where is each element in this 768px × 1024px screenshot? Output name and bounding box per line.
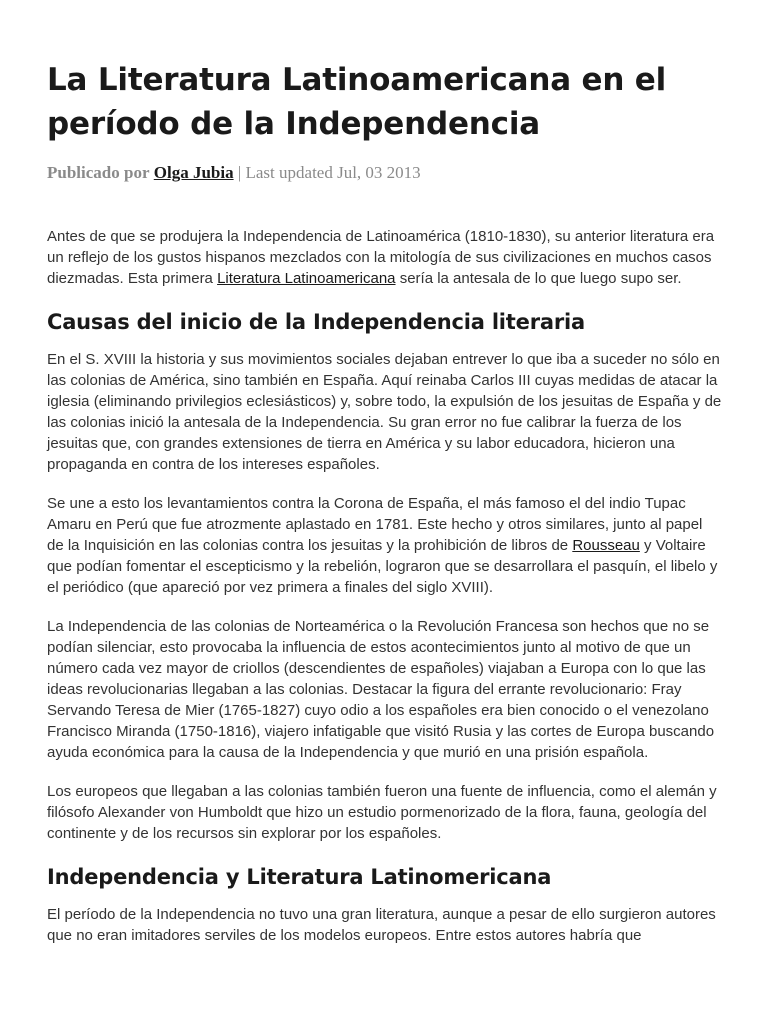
- last-updated: Last updated Jul, 03 2013: [245, 163, 421, 182]
- paragraph-text-start: Se une a esto los levantamientos contra la Corona de España, el más famoso el del indio Tupac Amaru en Perú que fue atrozmente aplastado en 1781. Este hecho y otros similares, junto al papel de la Inquisición en las colonias contra los jesuitas y la prohibición de libros de: [47, 495, 703, 554]
- byline: [47, 162, 722, 184]
- rousseau-link[interactable]: Rousseau: [572, 537, 640, 554]
- paragraph: La Independencia de las colonias de Norteamérica o la Revolución Francesa son hechos que no se podían silenciar, esto provocaba la influencia de estos acontecimientos junto al motivo de que un número cada vez mayor de criollos (descendientes de españoles) viajaban a Europa con lo que las ideas revolucionarias llegaban a las colonias. Destacar la figura del errante revolucionario: Fray Servando Teresa de Mier (1765-1827) cuyo odio a los españoles era bien conocido o el venezolano Francisco Miranda (1750-1816), viajero infatigable que visitó Rusia y las cortes de Europa buscando ayuda económica para la causa de la Independencia y que murió en una prisión española.: [47, 618, 715, 761]
- intro-paragraph: [47, 226, 722, 289]
- section-heading-causas: Causas del inicio de la Independencia literaria: [47, 310, 585, 334]
- author-link[interactable]: Olga Jubia: [153, 163, 234, 182]
- byline-prefix: Publicado por: [47, 163, 150, 182]
- section-heading-independencia: Independencia y Literatura Latinomericana: [47, 865, 552, 889]
- paragraph: [47, 493, 722, 598]
- byline-separator: |: [237, 163, 242, 182]
- paragraph: Los europeos que llegaban a las colonias también fueron una fuente de influencia, como el alemán y filósofo Alexander von Humboldt que hizo un estudio pormenorizado de la flora, fauna, geología del continente y de los recursos sin explorar por los españoles.: [47, 783, 717, 842]
- literatura-latinoamericana-link[interactable]: Literatura Latinoamericana: [217, 270, 396, 287]
- intro-text-start: Antes de que se produjera la Independencia de Latinoamérica (1810-1830), su anterior literatura era un reflejo de los gustos hispanos mezclados con la mitología de sus civilizaciones en muchos casos diezmadas. Esta primera: [47, 228, 715, 287]
- paragraph: El período de la Independencia no tuvo una gran literatura, aunque a pesar de ello surgieron autores que no eran imitadores serviles de los modelos europeos. Entre estos autores habría que: [47, 906, 716, 944]
- intro-text-end: sería la antesala de lo que luego supo ser.: [395, 270, 682, 287]
- paragraph-text-end: y Voltaire que podían fomentar el escepticismo y la rebelión, lograron que se desarrollara el pasquín, el libelo y el periódico (que apareció por vez primera a finales del siglo XVIII).: [47, 537, 718, 596]
- paragraph: En el S. XVIII la historia y sus movimientos sociales dejaban entrever lo que iba a suceder no sólo en las colonias de América, sino también en España. Aquí reinaba Carlos III cuyas medidas de atacar la iglesia (eliminando privilegios eclesiásticos) y, sobre todo, la expulsión de los jesuitas de España y de las colonias inició la antesala de la Independencia. Su gran error no fue calibrar la fuerza de los jesuitas que, con grandes extensiones de tierra en América y su labor educadora, hicieron una propaganda en contra de los intereses españoles.: [47, 351, 722, 473]
- article-title: La Literatura Latinoamericana en el período de la Independencia: [47, 62, 667, 142]
